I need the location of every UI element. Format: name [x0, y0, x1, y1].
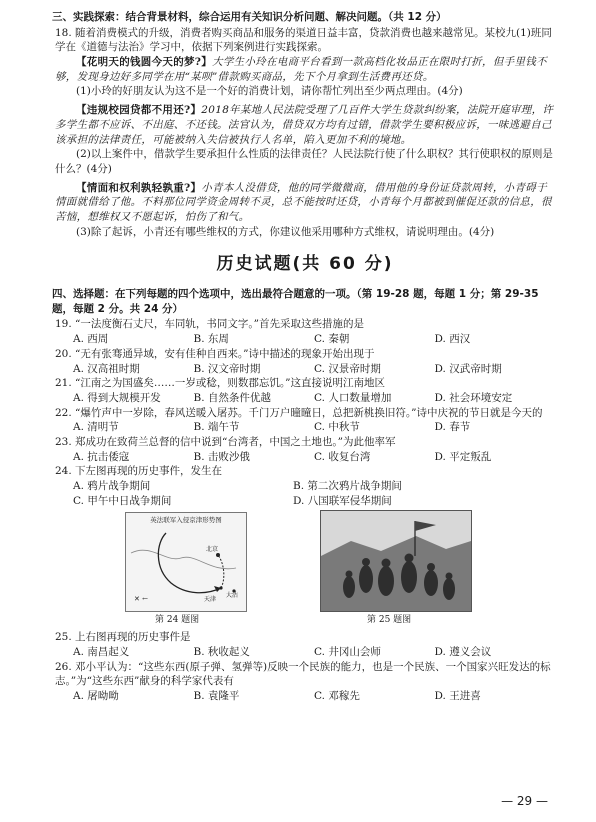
question-24: 24. 下左图再现的历史事件，发生在: [55, 465, 223, 478]
case-3: [55, 181, 555, 225]
question-19-options: [73, 332, 555, 347]
option: C. 汉景帝时期: [314, 362, 381, 375]
q18-part-2: (2)以上案件中，借款学生要承担什么性质的法律责任？人民法院行使了什么职权？其行使职权的原则是什么？(4分): [55, 148, 553, 175]
option: A. 抗击倭寇: [73, 450, 130, 463]
q18-intro: 18. 随着消费模式的升级，消费者购买商品和服务的渠道日益丰富，贷款消费也越来越常见。某校九(1)班同学在《道德与法治》学习中，依据下列案例进行实践探索。: [55, 26, 552, 54]
question-26-options: [73, 689, 555, 704]
question-20-options: [73, 362, 555, 377]
map-label: 北京: [206, 546, 219, 554]
option: B. 袁隆平: [193, 690, 240, 703]
option: D. 王进喜: [434, 690, 481, 703]
option: A. 鸦片战争期间: [73, 480, 151, 493]
option: A. 南昌起义: [73, 646, 130, 659]
question-21-options: [73, 391, 555, 406]
question-23-options: [73, 450, 555, 465]
option: C. 秦朝: [314, 333, 350, 346]
option: B. 汉文帝时期: [193, 362, 261, 375]
figure-24-caption: 第 24 题图: [155, 615, 200, 626]
city-marker-tianjin: [219, 587, 222, 590]
legend-symbol: ✕ ←: [134, 595, 148, 604]
option: A. 西周: [73, 333, 109, 346]
q18-part-3: (3)除了起诉，小青还有哪些维权的方式，你建议他采用哪种方式维权，请说明理由。(4分): [76, 225, 495, 238]
option: B. 端午节: [193, 421, 240, 434]
case-3-text: 小青本人没借贷，他的同学微微商，借用他的身份证贷款周转，小青碍于情面就借给了他。不料那位同学资金周转不灵，总不能按时还贷，小青每个月都被到催促还款的信息，很苦恼，想维权又不愿起诉，怕伤了和气。: [55, 181, 552, 223]
case-1: [55, 55, 555, 84]
option: D. 汉武帝时期: [434, 362, 502, 375]
option: C. 中秋节: [314, 421, 360, 434]
figures-row: [55, 510, 555, 630]
route-line-2: [218, 555, 224, 588]
option: C. 人口数量增加: [314, 391, 392, 404]
figure-24-map: [125, 512, 247, 612]
option: D. 八国联军侵华期间: [293, 494, 392, 507]
option: A. 得到大规模开发: [73, 391, 161, 404]
option: D. 社会环境安定: [434, 391, 513, 404]
question-21: 21. “江南之为国盛矣……一岁或稔，则数郡忘饥。”这直接说明江南地区: [55, 377, 386, 390]
question-19: 19. “一法度衡石丈尺，车同轨，书同文字。”首先采取这些措施的是: [55, 318, 365, 331]
option: C. 收复台湾: [314, 450, 371, 463]
question-22: 22. “爆竹声中一岁除，春风送暖入屠苏。千门万户曈曈日，总把新桃换旧符。”诗中庆祝的节日就是今天的: [55, 406, 543, 419]
figure-25-caption: 第 25 题图: [367, 615, 412, 626]
option: C. 邓稼先: [314, 690, 360, 703]
option: B. 自然条件优越: [193, 391, 271, 404]
case-3-title: 【情面和权利孰轻孰重?】: [76, 181, 202, 194]
option: C. 井冈山会师: [314, 646, 381, 659]
option: D. 西汉: [434, 333, 471, 346]
option: A. 屠呦呦: [73, 690, 119, 703]
map-drawing: [126, 513, 246, 611]
question-20: 20. “无有张骞通异域，安有佳种自西来。”诗中描述的现象开始出现于: [55, 347, 375, 360]
page-content: [52, 10, 555, 704]
option: B. 东周: [193, 333, 229, 346]
painting-drawing: [321, 511, 471, 611]
map-title: 英法联军入侵京津形势图: [150, 516, 222, 525]
map-label: 天津: [204, 596, 217, 604]
case-2-text: 2018年某地人民法院受理了几百件大学生贷款纠纷案，法院开庭审理，许多学生都不应诉、不出庭、不还钱。法官认为，借贷双方均有过错，借款学生要积极应诉，一味逃避自己该承担的法律责任，可能被纳入失信被执行人名单，陷入更加不利的境地。: [55, 104, 554, 146]
question-23: 23. 郑成功在致荷兰总督的信中说到“台湾者，中国之土地也。”为此他率军: [55, 435, 396, 448]
option: D. 平定叛乱: [434, 450, 492, 463]
case-2-title: 【违规校园贷都不用还?】: [76, 104, 202, 117]
city-marker-beijing: [216, 553, 220, 557]
case-2: [55, 103, 555, 147]
figure-25-painting: [320, 510, 472, 612]
option: D. 春节: [434, 421, 471, 434]
option: A. 清明节: [73, 421, 119, 434]
option: D. 遵义会议: [434, 646, 492, 659]
section-3-heading: 三、实践探索：结合背景材料，综合运用有关知识分析问题、解决问题。（共 12 分）: [52, 11, 447, 23]
option: B. 秋收起义: [193, 646, 250, 659]
section-4-heading: 四、选择题：在下列每题的四个选项中，选出最符合题意的一项。（第 19-28 题，每题 1 分；第 29-35 题，每题 2 分。共 24 分）: [52, 288, 539, 315]
q18-part-1: (1)小玲的好朋友认为这不是一个好的消费计划，请你帮忙列出至少两点理由。(4分): [76, 85, 463, 98]
case-1-text: 大学生小玲在电商平台看到一款高档化妆品正在限时打折，但手里钱不够，发现身边好多同学在用“某呗”借款购买商品，先下个月拿到生活费再还贷。: [55, 56, 547, 83]
question-25: 25. 上右图再现的历史事件是: [55, 631, 191, 644]
question-26: 26. 邓小平认为：“这些东西(原子弹、氢弹等)反映一个民族的能力，也是一个民族、一个国家兴旺发达的标志。”为“这些东西”献身的科学家代表有: [55, 660, 551, 688]
option: B. 击败沙俄: [193, 450, 250, 463]
question-24-options-row-1: [73, 479, 555, 494]
question-25-options: [73, 645, 555, 660]
question-22-options: [73, 420, 555, 435]
question-24-options-row-2: [73, 494, 555, 509]
map-label: 大沽: [226, 592, 239, 600]
option: C. 甲午中日战争期间: [73, 494, 172, 507]
option: A. 汉高祖时期: [73, 362, 140, 375]
option: B. 第二次鸦片战争期间: [293, 480, 402, 493]
page-number: — 29 —: [501, 794, 548, 809]
route-line: [158, 533, 221, 593]
history-section-title: 历史试题(共 60 分): [216, 254, 394, 275]
case-1-title: 【花明天的钱圆今天的梦?】: [76, 56, 213, 69]
